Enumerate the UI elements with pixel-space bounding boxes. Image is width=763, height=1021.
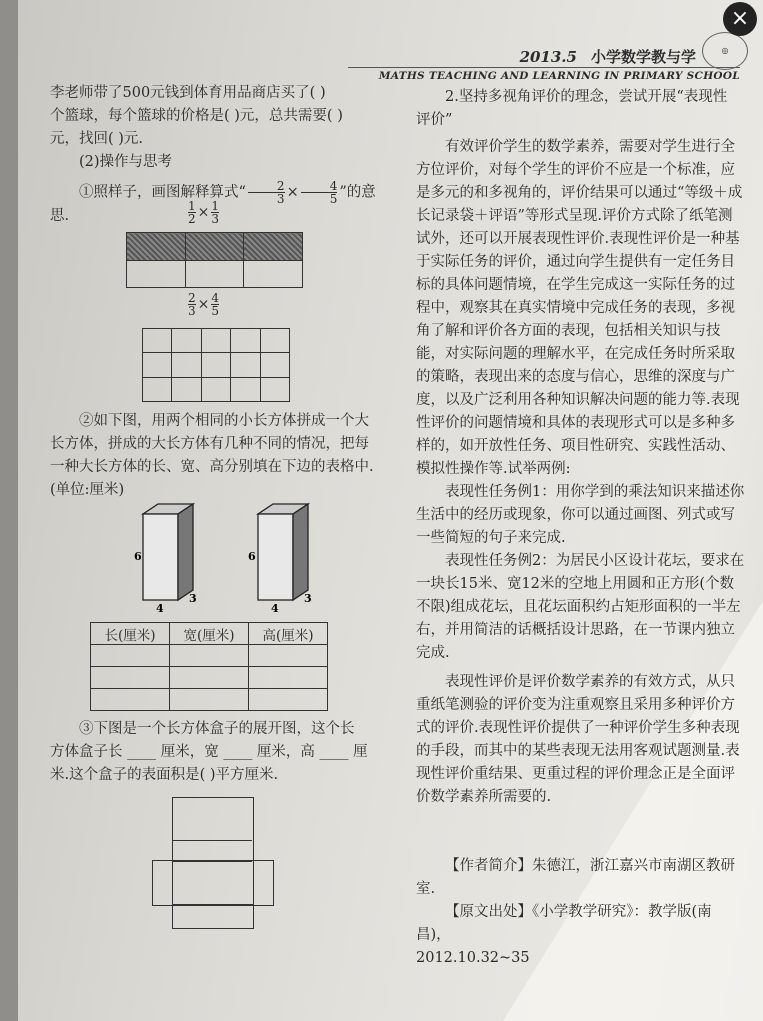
fraction-grid-2	[142, 328, 290, 402]
text-line: 个篮球，每个篮球的价格是( )元，总共需要( )	[50, 108, 343, 124]
svg-text:6: 6	[134, 550, 142, 563]
table-header: 宽(厘米)	[170, 623, 249, 645]
table-header-row	[91, 623, 328, 645]
fraction-label-2: $\frac{2}{3}$ × $\frac{4}{5}$	[188, 291, 220, 318]
journal-title: 小学数学教与学	[590, 48, 696, 66]
table-row	[91, 645, 328, 667]
svg-text:6: 6	[248, 550, 256, 563]
author-note: 【作者简介】朱德江，浙江嘉兴市南湖区教研室.	[416, 858, 735, 897]
svg-text:4: 4	[156, 602, 164, 614]
cuboid-diagram	[118, 502, 358, 614]
dimension-table	[90, 622, 328, 711]
table-row	[91, 667, 328, 689]
table-row	[91, 689, 328, 711]
paragraph: 表现性任务例2：为居民小区设计花坛，要求在一块长15米、宽12米的空地上用圆和正方形(个数不限)组成花坛，且花坛面积约占矩形面积的一半左右，并用简洁的话概括设计思路，在一节课内独立完成.	[416, 553, 745, 661]
section-heading: 2.坚持多视角评价的理念，尝试开展“表现性	[445, 89, 728, 105]
svg-text:3: 3	[304, 592, 312, 605]
page	[18, 0, 763, 1021]
paragraph: 有效评价学生的数学素养，需要对学生进行全方位评价，对每个学生的评价不应是一个标准，应是多元的和多视角的，评价结果可以通过“等级＋成长记录袋＋评语”等形式呈现.评价方式除了纸笔测试外，还可以开展表现性评价.表现性评价是一种基于实际任务的评价，通过向学生提供有一定任务目标的具体问题情境，在学生完成这一实际任务的过程中，观察其在真实情境中完成任务的表现，多视角了解和评价各方面的表现，包括相关知识与技能，对实际问题的理解水平，在完成任务时所采取的策略，表现出来的态度与信心，思维的深度与广度，以及广泛利用各种知识解决问题的能力等.表现性评价的问题情境和具体的表现形式可以是多种多样的，如开放性任务、项目性研究、实践性活动、模拟性操作等.试举两例:	[416, 139, 743, 477]
fraction-grid-1	[126, 232, 303, 288]
paragraph: 表现性评价是评价数学素养的有效方式，从只重纸笔测验的评价变为注重观察且采用多种评价方式的评价.表现性评价提供了一种评价学生多种表现的手段，而其中的某些表现无法用客观试题测量.表现性评价重结果、更重过程的评价理念正是全面评价数学素养所需要的.	[416, 674, 740, 805]
source-date: 2012.10.32~35	[416, 950, 530, 966]
journal-subtitle: MATHS TEACHING AND LEARNING IN PRIMARY SCHOOL	[348, 67, 740, 82]
close-button[interactable]	[723, 2, 757, 36]
journal-header	[348, 46, 748, 82]
right-column: 2.坚持多视角评价的理念，尝试开展“表现性 评价” 有效评价学生的数学素养，需要对学生进行全方位评价，对每个学生的评价不应是一个标准，应是多元的和多视角的，评价结果可以通过“等级＋成长记录袋＋评语”等形式呈现.评价方式除了纸笔测试外，还可以开展表现性评价.表现性评价是一种基于实际任务的评价，通过向学生提供有一定任务目标的具体问题情境，在学生完成这一实际任务的过程中，观察其在真实情境中完成任务的表现，多视角了解和评价各方面的表现，包括相关知识与技能，对实际问题的理解水平，在完成任务时所采取的策略，表现出来的态度与信心，思维的深度与广度，以及广泛利用各种知识解决问题的能力等.表现性评价的问题情境和具体的表现形式可以是多种多样的，如开放性任务、项目性研究、实践性活动、模拟性操作等.试举两例: 表现性任务例1：用你学到的乘法知识来描述你生活中的经历或现象，你可以通过画图、列式或写一些简短的句子来完成. 表现性任务例2：为居民小区设计花坛，要求在一块长15米、宽12米的空地上用圆和正方形(个数不限)组成花坛，且花坛面积约占矩形面积的一半左右，并用简洁的话概括设计思路，在一节课内独立完成. 表现性评价是评价数学素养的有效方式，从只重纸笔测验的评价变为注重观察且采用多种评价方式的评价.表现性评价提供了一种评价学生多种表现的手段，而其中的某些表现无法用客观试题测量.表现性评价重结果、更重过程的评价理念正是全面评价数学素养所需要的. 【作者简介】朱德江，浙江嘉兴市南湖区教研室. 【原文出处】《小学教学研究》：教学版(南昌)， 2012.10.32~35	[416, 86, 746, 970]
table-header: 长(厘米)	[91, 623, 170, 645]
source-note: 【原文出处】《小学教学研究》：教学版(南昌)，	[416, 904, 712, 943]
fraction-label-1: $\frac{1}{2}$ × $\frac{1}{3}$	[188, 199, 220, 226]
question-2: ②如下图，用两个相同的小长方体拼成一个大 长方体，拼成的大长方体有几种不同的情况，把每 一种大长方体的长、宽、高分别填在下边的表格中. (单位:厘米)	[50, 413, 374, 498]
close-icon: ×	[730, 6, 750, 31]
text-line: 元，找回( )元.	[50, 131, 144, 147]
svg-text:3: 3	[189, 592, 197, 605]
text-line: 李老师带了500元钱到体育用品商店买了( )	[50, 85, 326, 101]
question-3: ③下图是一个长方体盒子的展开图，这个长 方体盒子长 ____ 厘米，宽 ____ 厘米，高 ____ 厘 米.这个盒子的表面积是( )平方厘米.	[50, 721, 368, 783]
issue-number: 2013.5	[519, 48, 577, 66]
table-header: 高(厘米)	[249, 623, 328, 645]
journal-logo-icon: ◎	[702, 32, 748, 70]
svg-text:4: 4	[271, 602, 279, 614]
paragraph: 表现性任务例1：用你学到的乘法知识来描述你生活中的经历或现象，你可以通过画图、列式或写一些简短的句子来完成.	[416, 484, 745, 546]
section-heading: (2)操作与思考	[79, 154, 173, 170]
question-1: ①照样子，画图解释算式“ $\frac{2}{3}$ × $\frac{4}{5}$ ”的意思.	[50, 179, 376, 224]
